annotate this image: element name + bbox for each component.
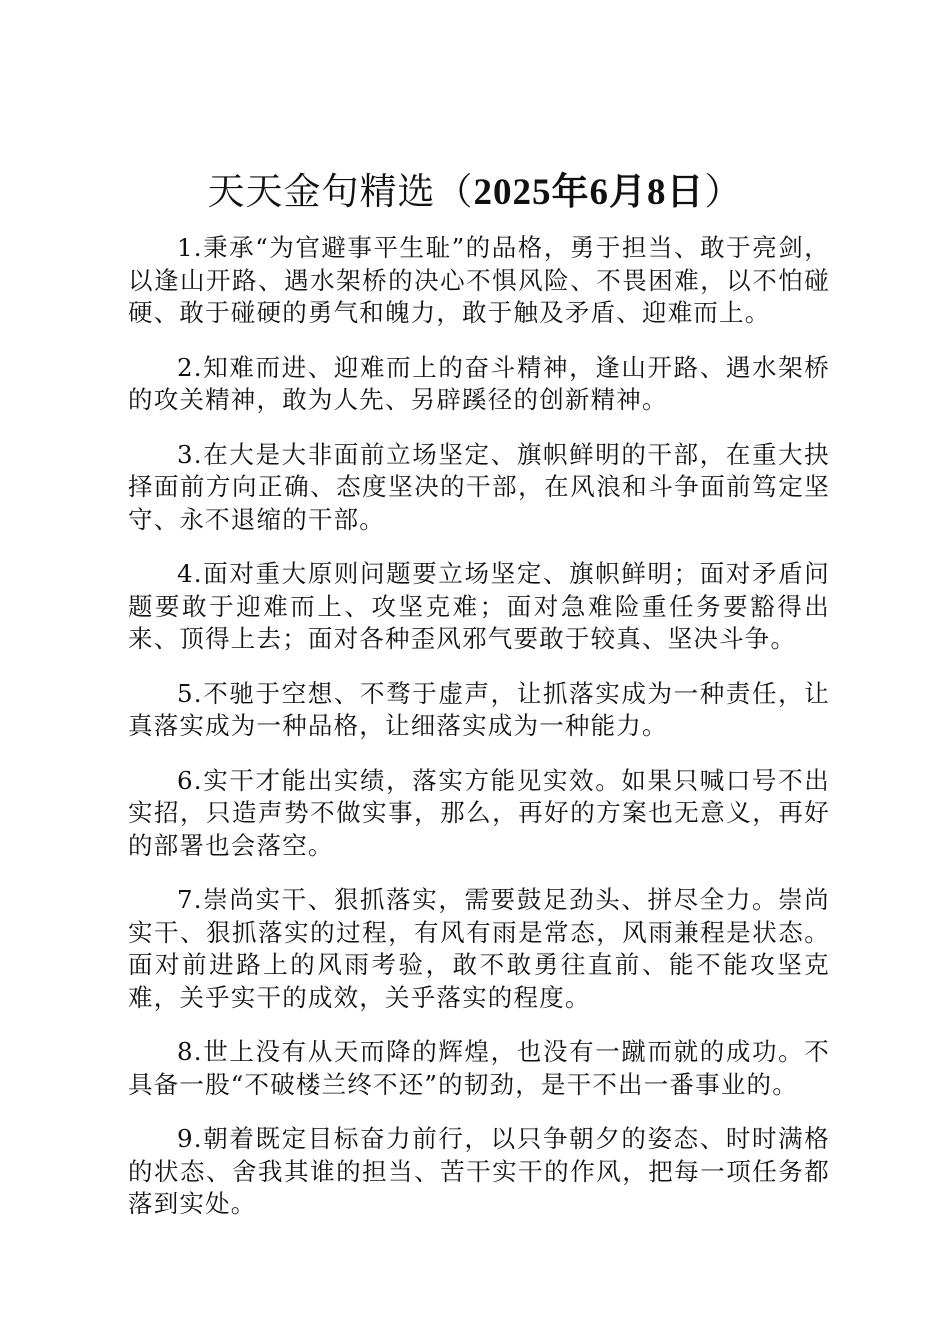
- document-title: [0, 168, 950, 217]
- paragraph-9: 9.朝着既定目标奋力前行，以只争朝夕的姿态、时时满格的状态、舍我其谁的担当、苦干实干的作风，把每一项任务都落到实处。: [128, 1124, 830, 1218]
- document-body: [128, 232, 830, 1243]
- paragraph-5: 5.不驰于空想、不骛于虚声，让抓落实成为一种责任，让真落实成为一种品格，让细落实成为一种能力。: [128, 678, 830, 740]
- title-text: 天天金句精选（: [207, 170, 474, 213]
- paragraph-7: 7.崇尚实干、狠抓落实，需要鼓足劲头、拼尽全力。崇尚实干、狠抓落实的过程，有风有雨是常态，风雨兼程是状态。面对前进路上的风雨考验，敢不敢勇往直前、能不能攻坚克难，关乎实干的成效，关乎落实的程度。: [128, 885, 830, 1012]
- paragraph-4: 4.面对重大原则问题要立场坚定、旗帜鲜明；面对矛盾问题要敢于迎难而上、攻坚克难；面对急难险重任务要豁得出来、顶得上去；面对各种歪风邪气要敢于较真、坚决斗争。: [128, 559, 830, 653]
- paragraph-6: 6.实干才能出实绩，落实方能见实效。如果只喊口号不出实招，只造声势不做实事，那么，再好的方案也无意义，再好的部署也会落空。: [128, 765, 830, 860]
- title-date: 2025年6月8日: [473, 172, 705, 213]
- paragraph-2: 2.知难而进、迎难而上的奋斗精神，逢山开路、遇水架桥的攻关精神，敢为人先、另辟蹊径的创新精神。: [128, 352, 830, 414]
- title-close: ）: [704, 170, 743, 213]
- paragraph-1: 1.秉承“为官避事平生耻”的品格，勇于担当、敢于亮剑，以逢山开路、遇水架桥的决心不惧风险、不畏困难，以不怕碰硬、敢于碰硬的勇气和魄力，敢于触及矛盾、迎难而上。: [128, 233, 830, 327]
- paragraph-8: 8.世上没有从天而降的辉煌，也没有一蹴而就的成功。不具备一股“不破楼兰终不还”的韧劲，是干不出一番事业的。: [128, 1037, 830, 1099]
- paragraph-3: 3.在大是大非面前立场坚定、旗帜鲜明的干部，在重大抉择面前方向正确、态度坚决的干部，在风浪和斗争面前笃定坚守、永不退缩的干部。: [128, 439, 830, 534]
